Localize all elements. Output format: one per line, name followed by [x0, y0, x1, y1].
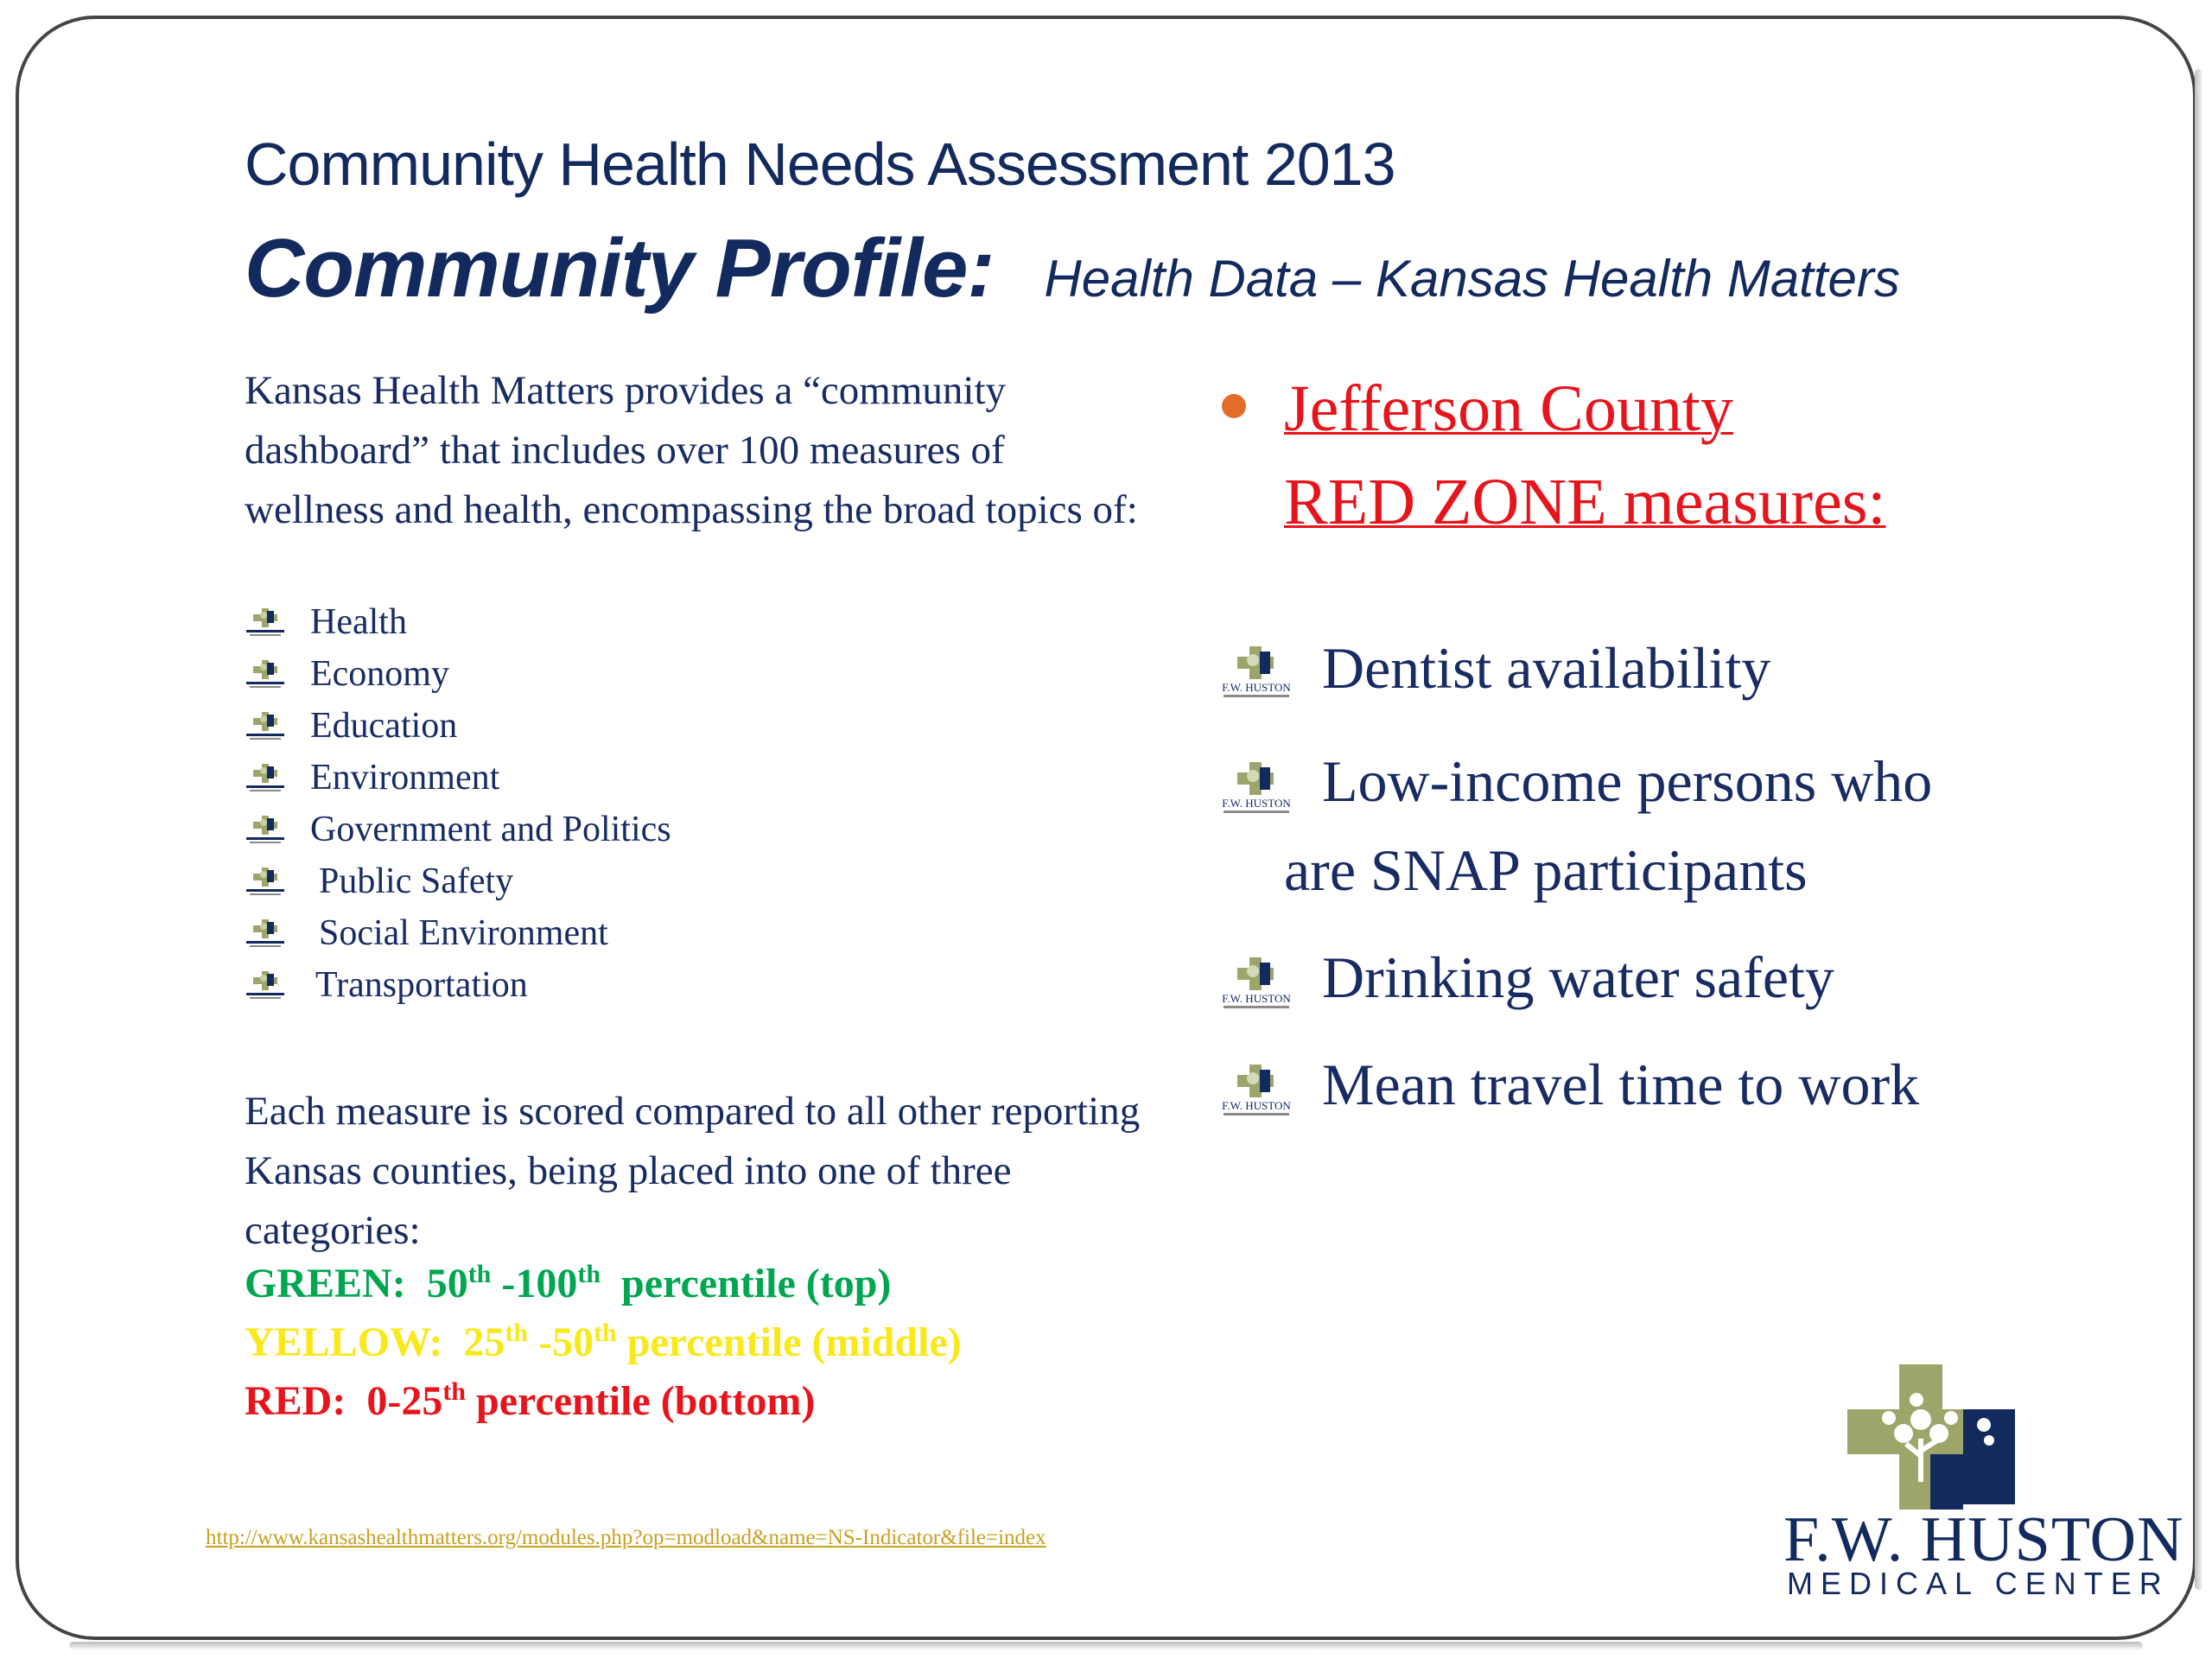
subtitle-main: Community Profile: — [245, 222, 995, 315]
svg-text:F.W. HUSTON: F.W. HUSTON — [1222, 797, 1291, 810]
list-item — [245, 648, 671, 700]
slide-shadow-right — [2195, 69, 2203, 1590]
list-item — [245, 855, 671, 907]
list-item — [245, 959, 671, 1011]
fw-huston-logo-icon — [245, 658, 286, 690]
fw-huston-logo-icon — [245, 710, 286, 741]
page-title: Community Health Needs Assessment 2013 — [245, 130, 1395, 198]
subtitle-secondary: Health Data – Kansas Health Matters — [1044, 250, 1900, 308]
red-zone-measure: Drinking water safety — [1322, 944, 1834, 1010]
topic-label: Environment — [310, 758, 500, 798]
list-item — [245, 700, 671, 752]
fw-huston-logo-icon — [245, 866, 286, 897]
red-zone-measure: Mean travel time to work — [1322, 1052, 1920, 1117]
list-item — [245, 752, 671, 804]
topic-label: Education — [310, 706, 458, 746]
red-zone-heading[interactable]: RED ZONE measures: — [1284, 466, 1886, 538]
topic-label: Public Safety — [319, 861, 514, 901]
fw-huston-logo-icon — [245, 918, 286, 949]
red-zone-measure: Low-income persons who — [1322, 748, 1933, 814]
topic-label: Government and Politics — [310, 810, 671, 849]
logo-name: F.W. HUSTON — [1783, 1504, 2184, 1575]
category-green: GREEN: 50th -100th percentile (top) — [245, 1260, 892, 1306]
intro-paragraph: Kansas Health Matters provides a “community dashboard” that includes over 100 measures of wellness and health, encompassing the broad topics of: — [245, 368, 1138, 532]
topic-label: Health — [310, 602, 407, 642]
topics-list — [245, 596, 671, 1011]
bullet-dot-icon — [1222, 394, 1246, 418]
slide-shadow-bottom — [69, 1642, 2143, 1650]
source-link[interactable]: http://www.kansashealthmatters.org/modules.php?op=modload&name=NS-Indicator&file=index — [206, 1526, 1046, 1549]
red-zone-measure: Dentist availability — [1322, 635, 1771, 701]
fw-huston-logo-icon — [1217, 956, 1296, 1013]
fw-huston-logo-icon — [1217, 760, 1296, 817]
red-zone-measure-continued: are SNAP participants — [1284, 837, 1808, 903]
fw-huston-logo-icon — [245, 814, 286, 845]
fw-huston-logo-icon — [245, 762, 286, 793]
svg-text:F.W. HUSTON: F.W. HUSTON — [1222, 681, 1291, 694]
page-subtitle — [245, 221, 1900, 316]
logo-subtitle: MEDICAL CENTER — [1787, 1566, 2170, 1601]
topic-label: Social Environment — [319, 913, 608, 953]
scoring-paragraph: Each measure is scored compared to all other reporting Kansas counties, being placed into one of three categories: — [245, 1089, 1141, 1253]
county-heading[interactable]: Jefferson County — [1284, 372, 1733, 445]
category-red: RED: 0-25th percentile (bottom) — [245, 1377, 816, 1424]
fw-huston-logo-icon — [245, 607, 286, 638]
list-item — [245, 907, 671, 959]
fw-huston-logo-icon — [1217, 1063, 1296, 1120]
svg-text:F.W. HUSTON: F.W. HUSTON — [1222, 992, 1291, 1005]
topic-label: Economy — [310, 654, 449, 694]
list-item — [245, 804, 671, 855]
category-yellow: YELLOW: 25th -50th percentile (middle) — [245, 1319, 962, 1365]
fw-huston-logo-icon — [1217, 645, 1296, 702]
fw-huston-logo-icon — [245, 969, 286, 1001]
topic-label: Transportation — [315, 965, 528, 1005]
svg-text:F.W. HUSTON: F.W. HUSTON — [1222, 1099, 1291, 1112]
list-item — [245, 596, 671, 648]
